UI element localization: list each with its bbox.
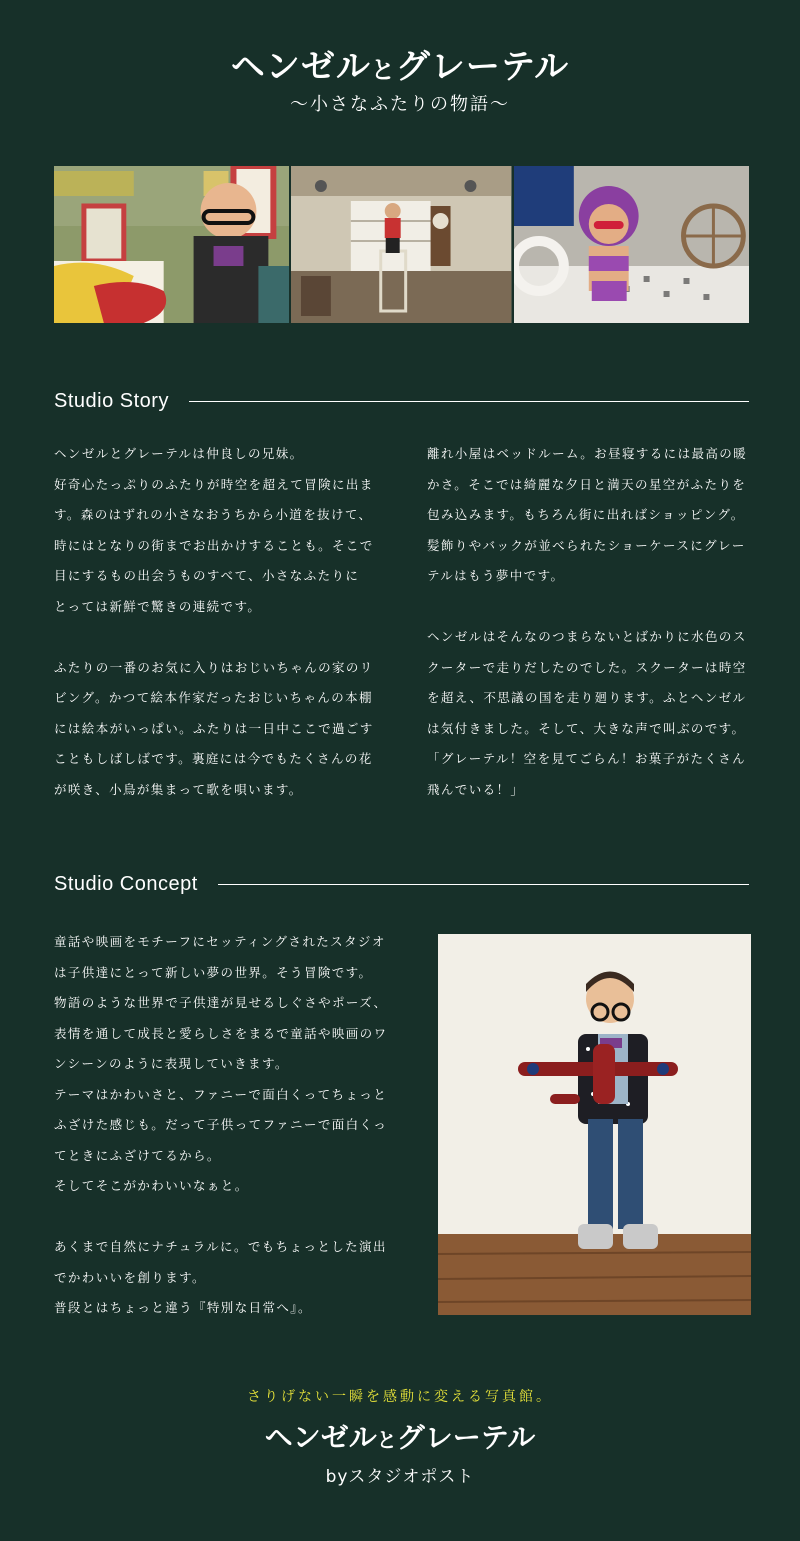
story-line: 髪飾りやバックが並べられたショーケースにグレー (427, 537, 746, 553)
heading-divider (218, 884, 749, 885)
page-subtitle: 〜小さなふたりの物語〜 (290, 94, 510, 115)
boy-airplane-image (438, 934, 751, 1315)
title-part-1: ヘンゼル (230, 47, 371, 87)
footer-by-line: byスタジオポスト (325, 1467, 475, 1487)
concept-line: 物語のような世界で子供達が見せるしぐさやポーズ、 (54, 995, 388, 1010)
story-line: こともしばしばです。裏庭には今でもたくさんの花 (54, 751, 373, 766)
studio-story-heading (54, 386, 749, 416)
footer-title-part-2: と (376, 1428, 397, 1452)
concept-line: てときにふざけてるから。 (54, 1147, 221, 1163)
concept-text-column (54, 927, 394, 1324)
concept-line: 童話や映画をモチーフにセッティングされたスタジオ (54, 934, 386, 949)
photo-gallery (54, 166, 749, 323)
studio-concept-title: Studio Concept (54, 872, 198, 895)
story-line: には絵本がいっぱい。ふたりは一日中ここで過ごす (54, 720, 374, 736)
concept-line: 普段とはちょっと違う『特別な日常へ』。 (54, 1300, 312, 1315)
story-line: が咲き、小鳥が集まって歌を唄います。 (54, 781, 303, 797)
story-line: 好奇心たっぷりのふたりが時空を超えて冒険に出ま (54, 476, 374, 492)
title-part-3: グレーテル (395, 47, 570, 87)
footer-logo-title (0, 1418, 800, 1460)
story-line: ふたりの一番のお気に入りはおじいちゃんの家のリ (54, 659, 374, 675)
story-line: とっては新鮮で驚きの連続です。 (54, 598, 262, 614)
concept-line: ふざけた感じも。だって子供ってファニーで面白くっ (54, 1117, 388, 1132)
boy-ladder-image (291, 166, 511, 323)
gallery-photo-boy-ladder (291, 166, 511, 323)
title-part-2: と (370, 56, 396, 84)
heading-divider (189, 401, 749, 402)
story-line: クーターで走りだしたのでした。スクーターは時空 (427, 659, 747, 675)
concept-line: でかわいいを創ります。 (54, 1269, 206, 1285)
gallery-photo-boy-bedroom (54, 166, 289, 323)
studio-concept-heading (54, 869, 749, 899)
paragraph-gap (54, 622, 379, 653)
story-right-column (427, 439, 752, 805)
footer-tagline: さりげない一瞬を感動に変える写真館。 (247, 1389, 553, 1405)
page-title (0, 44, 800, 93)
story-line: 「グレーテル！空を見てごらん！お菓子がたくさん (427, 751, 747, 766)
concept-line: そしてそこがかわいいなぁと。 (54, 1178, 249, 1193)
concept-line: テーマはかわいさと、ファニーで面白くってちょっと (54, 1086, 388, 1102)
story-left-column (54, 439, 379, 805)
concept-photo-boy-airplane (438, 934, 751, 1315)
concept-line: は子供達にとって新しい夢の世界。そう冒険です。 (54, 964, 373, 980)
story-line: 目にするもの出会うものすべて、小さなふたりに (54, 568, 360, 583)
story-line: 時にはとなりの街までお出かけすることも。そこで (54, 537, 374, 553)
story-line: 飛んでいる！」 (427, 781, 525, 797)
story-line: ヘンゼルとグレーテルは仲良しの兄妹。 (54, 446, 304, 461)
story-line: かさ。そこでは綺麗な夕日と満天の星空がふたりを (427, 476, 747, 492)
girl-bath-image (514, 166, 749, 323)
story-line: 離れ小屋はベッドルーム。お昼寝するには最高の暖 (427, 446, 748, 461)
story-line: す。森のはずれの小さなおうちから小道を抜けて、 (54, 507, 373, 522)
paragraph-gap (54, 1202, 394, 1233)
story-line: ヘンゼルはそんなのつまらないとばかりに水色のス (427, 629, 747, 644)
concept-line: あくまで自然にナチュラルに。でもちょっとした演出 (54, 1239, 387, 1254)
story-line: は気付きました。そして、大きな声で叫ぶのです。 (427, 720, 746, 736)
story-line: テルはもう夢中です。 (427, 568, 565, 583)
story-line: 包み込みます。もちろん街に出ればショッピング。 (427, 507, 745, 522)
boy-bedroom-image (54, 166, 289, 323)
paragraph-gap (427, 592, 752, 623)
footer-title-part-3: グレーテル (396, 1421, 536, 1454)
concept-line: ンシーンのように表現していきます。 (54, 1056, 289, 1071)
footer-title-part-1: ヘンゼル (264, 1421, 377, 1454)
story-line: ビング。かつて絵本作家だったおじいちゃんの本棚 (54, 690, 373, 705)
concept-line: 表情を通して成長と愛らしさをまるで童話や映画のワ (54, 1025, 388, 1041)
studio-story-title: Studio Story (54, 389, 169, 412)
story-line: を超え、不思議の国を走り廻ります。ふとヘンゼル (427, 690, 747, 705)
gallery-photo-girl-bath (514, 166, 749, 323)
